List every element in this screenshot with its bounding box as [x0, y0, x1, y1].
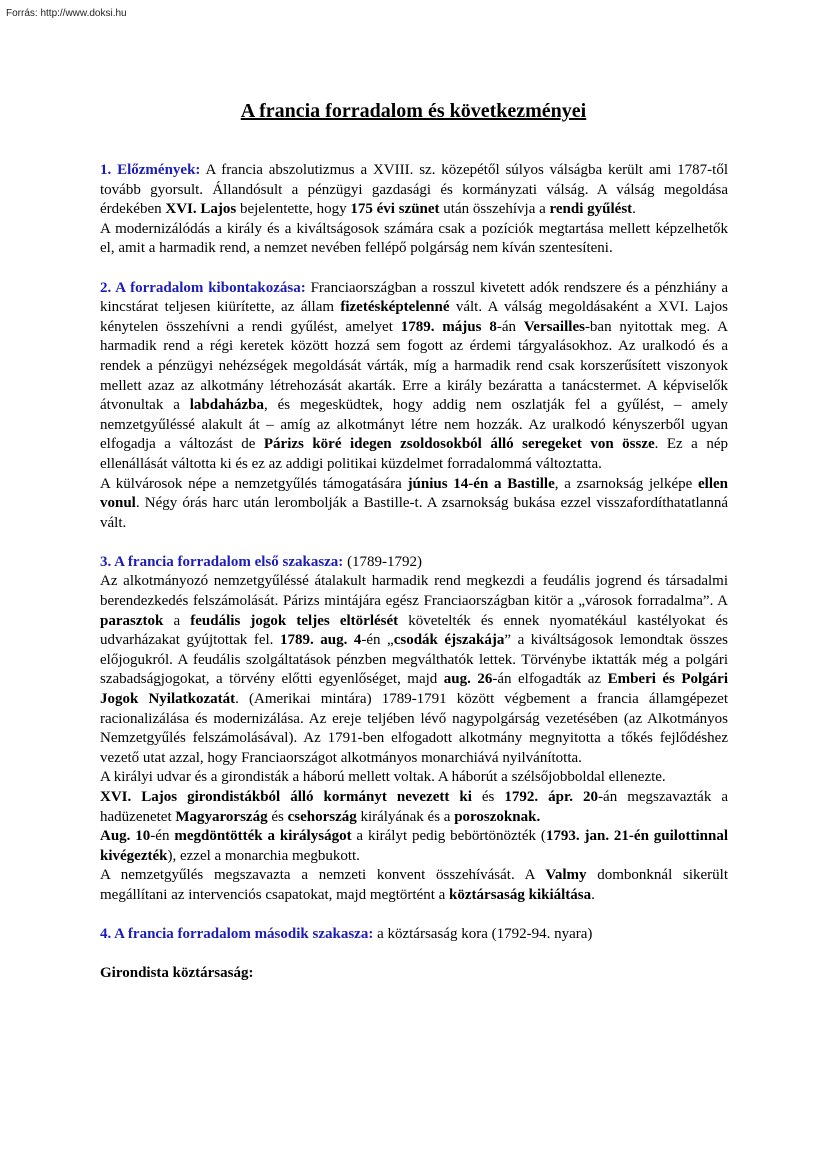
- paragraph-runs: [373, 926, 592, 942]
- bold-text: Versailles: [523, 318, 585, 335]
- text-run: . (Amerikai mintára) 1789-1791 között végbement a francia államgépezet racionalizálása és modernizálása. Az ereje teljében lévő nagypolgárság vezetésében (az Alkotmányos Nemzetgyűlés felszámolásával). Az 1791-ben elfogadott alkotmány megnyitotta a tőkés fejlődéshez vezető utat azzal, hogy Franciaországot alkotmányos monarchiává nyilvánította.: [100, 691, 728, 766]
- paragraph: [100, 572, 728, 768]
- paragraph-runs: [100, 280, 728, 472]
- subheading: Girondista köztársaság:: [100, 965, 254, 982]
- text-run: a királyt pedig bebörtönözték (: [351, 828, 546, 845]
- bold-text: Magyarország: [175, 808, 268, 825]
- bold-text: Valmy: [545, 867, 587, 884]
- bold-text: poroszoknak.: [454, 808, 541, 825]
- bold-text: rendi gyűlést: [549, 201, 633, 218]
- source-label: Forrás: http://www.doksi.hu: [6, 8, 127, 19]
- text-run: királyának és a: [356, 808, 455, 825]
- bold-text: június 14-én a Bastille: [407, 475, 555, 492]
- bold-text: XVI. Lajos: [165, 201, 237, 218]
- text-run: , és megesküdtek, hogy addig nem oszlatják fel a gyűlést, – amely nemzetgyűléssé alakult át – amíg az alkotmányt létre nem hozzák. Az uralkodó kényszerből ugyan elfogadja a változást de: [100, 397, 728, 453]
- section: [100, 279, 728, 534]
- paragraph: [100, 220, 728, 259]
- bold-text: ellen vonul: [100, 475, 728, 512]
- text-run: .: [632, 201, 636, 218]
- bold-text: aug. 26: [443, 671, 493, 688]
- bold-text: parasztok: [100, 612, 164, 629]
- bold-text: 1792. ápr. 20: [504, 789, 599, 805]
- text-run: -én: [150, 828, 175, 845]
- text-run: (1789-1792): [343, 553, 423, 570]
- bold-text: fizetésképtelenné: [340, 299, 450, 316]
- bold-text: 1789. aug. 4: [279, 632, 362, 649]
- text-run: után összehívja a: [439, 201, 550, 218]
- text-run: A francia abszolutizmus a XVIII. sz. közepétől súlyos válságba került ami 1787-től tovább gyorsult. Állandósult a pénzügyi gazdasági és kormányzati válság. A válság megoldása érdekében: [100, 162, 728, 218]
- section-heading: 4. A francia forradalom második szakasza:: [100, 926, 374, 943]
- text-run: -án: [496, 318, 524, 335]
- text-run: -án megszavazták a hadüzenetet: [100, 789, 729, 825]
- paragraph: [100, 279, 728, 475]
- bold-text: XVI. Lajos girondistákból álló kormányt nevezett ki: [100, 789, 472, 805]
- text-run: vált. A válság megoldásaként a XVI. Lajos kénytelen összehívni a rendi gyűlést, amelyet: [100, 299, 728, 335]
- paragraph: [100, 788, 728, 827]
- text-run: A modernizálódás a király és a kiváltságosok számára csak a pozíciók megtartása mellett képzelhetők el, amit a harmadik rend, a nemzet nevében fellépő polgárság nem kíván szentesíteni.: [100, 220, 728, 257]
- section: [100, 925, 728, 945]
- text-run: A nemzetgyűlés megszavazta a nemzeti konvent összehívását. A: [100, 867, 546, 884]
- text-run: a köztársaság kora (1792-94. nyara): [373, 926, 593, 943]
- text-run: , a zsarnokság jelképe: [554, 475, 698, 492]
- paragraph: [100, 475, 728, 534]
- text-run: követelték és ennek nyomatékául kastélyokat és udvarházakat gyújtottak fel.: [100, 612, 729, 649]
- text-run: a: [163, 612, 191, 629]
- paragraph: [100, 827, 728, 866]
- bold-text: 175 évi szünet: [350, 201, 440, 218]
- text-run: ” a kiváltságosok lemondtak összes előjogukról. A feudális szolgáltatások pénzben megválthatók lettek. Törvénybe iktatták még a polgári szabadságjogokat, a törvény előtti egyenlőséget, majd: [100, 632, 728, 688]
- text-run: -én „: [361, 632, 394, 649]
- document-title: A francia forradalom és következményei: [240, 100, 587, 122]
- section-heading: 2. A forradalom kibontakozása:: [100, 279, 306, 296]
- paragraph: [100, 925, 728, 945]
- bold-text: megdöntötték a királyságot: [174, 828, 352, 845]
- bold-text: köztársaság kikiáltása: [449, 886, 592, 903]
- text-run: Franciaországban a rosszul kivetett adók rendszere és a pénzhiány a kincstárat teljesen kiürítette, az állam: [100, 279, 728, 316]
- text-run: és: [471, 789, 505, 805]
- bold-text: 1793. jan. 21-én guilottinnal kivégezték: [100, 828, 728, 864]
- bold-text: feudális jogok teljes eltörlését: [190, 612, 399, 629]
- section: [100, 161, 728, 259]
- text-run: Az alkotmányozó nemzetgyűléssé átalakult harmadik rend megkezdi a feudális jogrend és társadalmi berendezkedés felszámolását. Párizs mintájára egész Franciaországban kitör a „városok forradalma”. A: [100, 573, 728, 610]
- paragraph: [100, 866, 728, 905]
- text-run: dombonknál sikerült megállítani az intervenciós csapatokat, majd megtörtént a: [100, 867, 728, 903]
- text-run: -ban nyitottak meg. A harmadik rend a régi keretek között hozzá sem fogott az érdemi tárgyalásokhoz. Az uralkodó és a rendek a pénzügyi nehézségek megoldását várták, míg a harmadik rend csak korszerűsített viszonyok mellett azaz az alkotmány létrehozását akarták. Erre a király bezáratta a tanácstermet. A képviselők átvonultak a: [100, 318, 729, 414]
- text-run: . Négy órás harc után lerombolják a Bastille-t. A zsarnokság bukása ezzel visszafordíthatatlanná vált.: [100, 495, 728, 531]
- bold-text: csehország: [287, 808, 357, 825]
- bold-text: Aug. 10: [100, 828, 151, 845]
- section-heading: 1. Előzmények:: [100, 162, 201, 178]
- paragraph-runs: [343, 554, 422, 570]
- bold-text: labdaházba: [189, 397, 264, 414]
- paragraph: [100, 161, 728, 220]
- text-run: . Ez a nép ellenállását váltotta ki és ez az addigi politikai küzdelmet forradalommá változtatta.: [100, 436, 728, 472]
- document-body: [100, 161, 728, 984]
- text-run: és: [267, 808, 288, 825]
- bold-text: csodák éjszakája: [393, 632, 505, 649]
- bold-text: Párizs köré idegen zsoldosokból álló seregeket von össze: [263, 436, 655, 453]
- bold-text: 1789. május 8: [400, 318, 497, 335]
- text-run: .: [591, 886, 595, 903]
- paragraph: [100, 768, 728, 788]
- section: [100, 553, 728, 906]
- text-run: ), ezzel a monarchia megbukott.: [167, 847, 360, 864]
- text-run: A királyi udvar és a girondisták a háború mellett voltak. A háborút a szélsőjobboldal ellenezte.: [100, 769, 666, 786]
- text-run: -án elfogadták az: [492, 671, 608, 688]
- section-heading: 3. A francia forradalom első szakasza:: [100, 553, 344, 570]
- paragraph: [100, 553, 728, 573]
- text-run: bejelentette, hogy: [236, 201, 351, 218]
- text-run: A külvárosok népe a nemzetgyűlés támogatására: [100, 475, 408, 492]
- bold-text: Emberi és Polgári Jogok Nyilatkozatát: [100, 671, 729, 708]
